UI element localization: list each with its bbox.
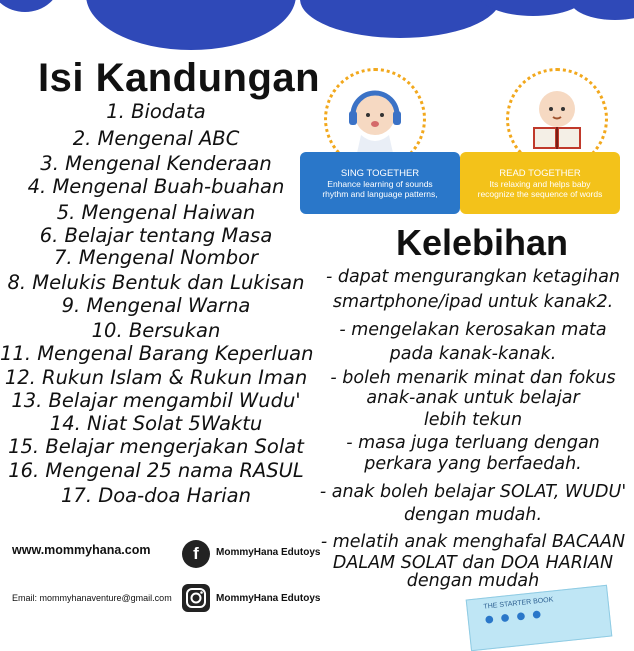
contents-item: 7. Mengenal Nombor: [53, 246, 259, 269]
contents-item: 9. Mengenal Warna: [61, 294, 251, 317]
contents-item: 1. Biodata: [106, 100, 206, 123]
contents-item: 14. Niat Solat 5Waktu: [49, 412, 263, 435]
read-together-card: [460, 152, 620, 214]
benefit-line: dengan mudah: [406, 571, 540, 591]
benefit-line: - mengelakan kerosakan mata: [339, 320, 607, 340]
sing-together-card: [300, 152, 460, 214]
website-link[interactable]: www.mommyhana.com: [12, 543, 151, 557]
sing-together-text-1: Enhance learning of sounds: [327, 179, 433, 189]
top-center-blob: [86, 0, 296, 50]
instagram-handle[interactable]: MommyHana Edutoys: [216, 593, 321, 604]
facebook-icon[interactable]: f: [182, 540, 210, 568]
instagram-glyph-icon: [182, 584, 210, 612]
benefit-line: lebih tekun: [423, 410, 523, 430]
top-right-blob-3: [570, 0, 634, 20]
book-label: THE STARTER BOOK: [483, 596, 554, 611]
read-together-text-1: Its relaxing and helps baby: [489, 179, 591, 189]
contents-item: 12. Rukun Islam & Rukun Iman: [4, 366, 308, 389]
contents-item: 15. Belajar mengerjakan Solat: [8, 435, 304, 458]
contents-item: 11. Mengenal Barang Keperluan: [0, 342, 314, 365]
book-dots: ● ● ● ●: [484, 608, 544, 626]
facebook-handle[interactable]: MommyHana Edutoys: [216, 547, 321, 558]
email-address[interactable]: Email: mommyhanaventure@gmail.com: [12, 593, 172, 603]
instagram-icon[interactable]: [182, 584, 210, 612]
benefit-line: - dapat mengurangkan ketagihan: [325, 267, 621, 287]
contents-item: 5. Mengenal Haiwan: [56, 201, 256, 224]
contents-item: 16. Mengenal 25 nama RASUL: [8, 459, 304, 482]
top-right-blob-1: [300, 0, 500, 38]
benefit-line: - boleh menarik minat dan fokus: [330, 368, 616, 388]
contents-title: Isi Kandungan: [38, 56, 321, 100]
benefit-line: DALAM SOLAT dan DOA HARIAN: [332, 553, 614, 573]
contents-item: 13. Belajar mengambil Wudu': [11, 389, 301, 412]
contents-item: 3. Mengenal Kenderaan: [40, 152, 272, 175]
read-together-text-2: recognize the sequence of words: [477, 189, 603, 199]
benefit-line: perkara yang berfaedah.: [364, 454, 582, 474]
contents-item: 8. Melukis Bentuk dan Lukisan: [7, 271, 305, 294]
contents-item: 10. Bersukan: [91, 319, 221, 342]
read-together-heading: READ TOGETHER: [499, 168, 581, 179]
sing-together-heading: SING TOGETHER: [340, 168, 420, 179]
contents-item: 6. Belajar tentang Masa: [39, 224, 273, 247]
benefit-line: - anak boleh belajar SOLAT, WUDU': [319, 482, 627, 502]
benefit-line: - melatih anak menghafal BACAAN: [320, 532, 626, 552]
benefit-line: dengan mudah.: [403, 505, 543, 525]
benefit-line: - masa juga terluang dengan: [346, 433, 600, 453]
benefit-line: anak-anak untuk belajar: [366, 388, 580, 408]
contents-item: 17. Doa-doa Harian: [61, 484, 251, 507]
contents-item: 2. Mengenal ABC: [72, 127, 240, 150]
benefit-line: pada kanak-kanak.: [389, 344, 557, 364]
top-left-blob: [0, 0, 60, 12]
sing-together-text-2: rhythm and language patterns,: [322, 189, 438, 199]
benefit-line: smartphone/ipad untuk kanak2.: [332, 292, 614, 312]
book-preview: [466, 585, 613, 651]
benefits-title: Kelebihan: [396, 222, 569, 263]
contents-item: 4. Mengenal Buah-buahan: [27, 175, 285, 198]
